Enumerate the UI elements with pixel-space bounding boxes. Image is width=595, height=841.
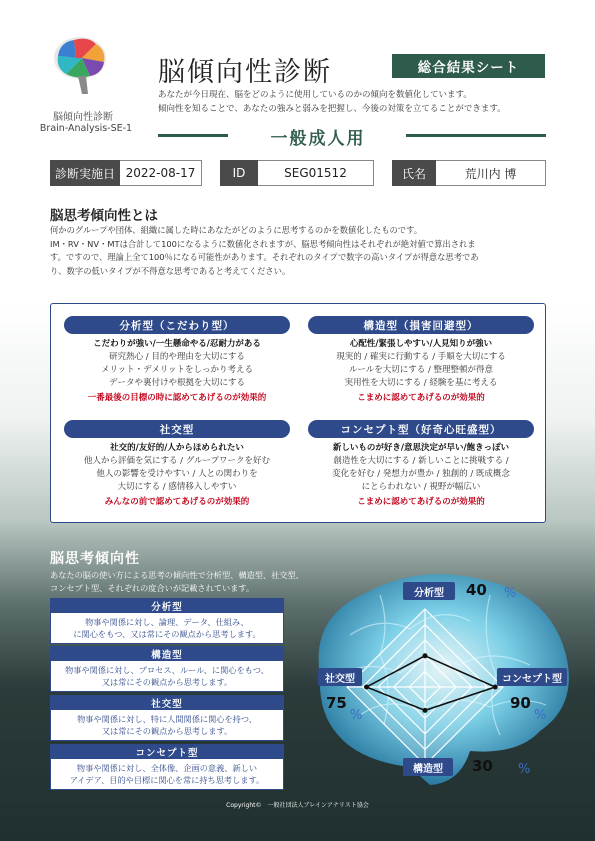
type-line: ルールを大切にする / 整理整頓が得意 bbox=[348, 365, 494, 375]
card-line: 物事や関係に対し、全体像、企画の意義、新しい bbox=[76, 763, 258, 773]
divider bbox=[158, 134, 228, 137]
score-pct: % bbox=[518, 762, 531, 777]
card-line: 物事や関係に対し、論理、データ、仕組み、 bbox=[85, 617, 249, 627]
type-line: メリット・デメリットをしっかり考える bbox=[101, 365, 253, 375]
type-line: 現実的 / 確実に行動する / 手順を大切にする bbox=[336, 352, 506, 362]
score-label-social: 社交型 bbox=[318, 668, 362, 686]
id-label: ID bbox=[220, 160, 258, 186]
name-value: 荒川内 博 bbox=[436, 160, 546, 186]
card-body bbox=[51, 759, 283, 789]
card-line: に関心をもつ、又は常にその観点から思考します。 bbox=[73, 629, 261, 639]
tendency-title: 脳思考傾向性 bbox=[50, 551, 140, 567]
card-social bbox=[50, 695, 284, 741]
intro-line: 傾向性を知ることで、あなたの強みと弱みを把握し、今後の対策を立てることができます。 bbox=[158, 104, 506, 114]
score-label-analytic: 分析型 bbox=[403, 582, 455, 600]
type-keywords: 社交的/友好的/人からほめられたい bbox=[110, 443, 244, 453]
score-value-structural: 30 bbox=[472, 757, 493, 775]
card-line: アイデア、目的や目標に関心を常に持ち思考します。 bbox=[69, 775, 265, 785]
type-social bbox=[64, 420, 290, 509]
section-title: 脳思考傾向性とは bbox=[50, 208, 158, 224]
radar-chart bbox=[340, 602, 510, 772]
section-body bbox=[50, 224, 550, 278]
edition-label: 一般成人用 bbox=[270, 129, 366, 149]
body-line: す。ですので、理論上全て100％になる可能性があります。それぞれのタイプで数字の高いタイプが得意な思考であ bbox=[50, 252, 479, 262]
desc-line: あなたの脳の使い方による思考の傾向性で分析型、構造型、社交型、 bbox=[50, 570, 304, 580]
score-label-concept: コンセプト型 bbox=[497, 668, 567, 686]
card-concept bbox=[50, 744, 284, 790]
brain-logo-icon bbox=[52, 34, 108, 98]
score-value-concept: 90 bbox=[510, 694, 531, 712]
type-line: 大切にする / 感情移入しやすい bbox=[117, 482, 237, 492]
type-keywords: こだわりが強い/一生懸命やる/忍耐力がある bbox=[93, 339, 261, 349]
type-line: データや裏付けや根拠を大切にする bbox=[108, 378, 245, 388]
name-label: 氏名 bbox=[392, 160, 436, 186]
type-advice: 一番最後の目標の時に認めてあげるのが効果的 bbox=[87, 393, 267, 403]
score-pct: % bbox=[534, 708, 547, 723]
intro-text bbox=[158, 88, 558, 116]
type-keywords: 新しいものが好き/意思決定が早い/飽きっぽい bbox=[332, 443, 510, 453]
radar-point-0 bbox=[423, 653, 428, 658]
card-body bbox=[51, 661, 283, 691]
date-label: 診断実施日 bbox=[50, 160, 120, 186]
score-label-structural: 構造型 bbox=[403, 758, 453, 776]
radar-point-3 bbox=[364, 685, 369, 690]
brand-name-jp: 脳傾向性診断 bbox=[53, 112, 113, 123]
type-line: 実用性を大切にする / 経験を基に考える bbox=[344, 378, 498, 388]
brand-name-en: Brain-Analysis-SE-1 bbox=[39, 123, 133, 134]
type-line: 他人から評価を気にする / グループワークを好む bbox=[83, 456, 271, 466]
card-line: 又は常にその観点から思考します。 bbox=[101, 726, 233, 736]
type-heading: コンセプト型（好奇心旺盛型） bbox=[308, 420, 534, 438]
divider bbox=[406, 134, 546, 137]
copyright: Copyright© 一般社団法人ブレインアナリスト協会 bbox=[226, 802, 369, 809]
card-body bbox=[51, 710, 283, 740]
type-advice: みんなの前で認めてあげるのが効果的 bbox=[104, 497, 250, 507]
card-body bbox=[51, 613, 283, 643]
type-advice: こまめに認めてあげるのが効果的 bbox=[357, 497, 485, 507]
card-line: 物事や関係に対し、特に人間関係に関心を持つ、 bbox=[77, 714, 257, 724]
card-line: 又は常にその観点から思考します。 bbox=[101, 677, 233, 687]
date-value: 2022-08-17 bbox=[120, 160, 202, 186]
card-structural bbox=[50, 646, 284, 692]
card-line: 物事や関係に対し、プロセス、ルール、に関心をもつ、 bbox=[65, 665, 269, 675]
card-heading: 分析型 bbox=[51, 599, 283, 613]
type-line: にとらわれない / 視野が幅広い bbox=[361, 482, 481, 492]
body-line: IM・RV・NV・MTは合計して100になるように数値化されますが、脳思考傾向性はそれぞれが絶対値で算出されま bbox=[50, 238, 476, 249]
body-line: り、数字の低いタイプが不得意な思考であると考えてください。 bbox=[50, 265, 291, 276]
radar-point-2 bbox=[423, 708, 428, 713]
id-value: SEG01512 bbox=[258, 160, 374, 186]
score-value-analytic: 40 bbox=[466, 581, 487, 599]
type-line: 変化を好む / 発想力が豊か / 独創的 / 既成概念 bbox=[332, 469, 510, 479]
score-value-social: 75 bbox=[326, 694, 347, 712]
page-title: 脳傾向性診断 bbox=[158, 57, 332, 88]
card-analytic bbox=[50, 598, 284, 644]
type-keywords: 心配性/緊張しやすい/人見知りが強い bbox=[349, 339, 493, 349]
type-line: 他人の影響を受けやすい / 人との関わりを bbox=[96, 469, 258, 479]
type-concept bbox=[308, 420, 534, 509]
type-heading: 分析型（こだわり型） bbox=[64, 316, 290, 334]
type-line: 研究熱心 / 目的や理由を大切にする bbox=[109, 352, 245, 362]
type-line: 創造性を大切にする / 新しいことに挑戦する / bbox=[333, 456, 509, 466]
type-heading: 社交型 bbox=[64, 420, 290, 438]
type-analytic bbox=[64, 316, 290, 405]
score-pct: % bbox=[504, 586, 517, 601]
type-heading: 構造型（損害回避型） bbox=[308, 316, 534, 334]
intro-line: あなたが今日現在、脳をどのように使用しているのかの傾向を数値化しています。 bbox=[158, 90, 472, 100]
card-heading: 構造型 bbox=[51, 647, 283, 661]
card-heading: 社交型 bbox=[51, 696, 283, 710]
score-pct: % bbox=[350, 708, 363, 723]
type-structural bbox=[308, 316, 534, 405]
radar-grid bbox=[347, 609, 503, 765]
desc-line: コンセプト型、それぞれの度合いが記載されています。 bbox=[50, 582, 255, 593]
body-line: 何かのグループや団体、組織に属した時にあなたがどのように思考するのかを数値化したものです。 bbox=[50, 225, 423, 235]
type-advice: こまめに認めてあげるのが効果的 bbox=[357, 393, 485, 403]
sheet-badge: 総合結果シート bbox=[392, 54, 545, 78]
card-heading: コンセプト型 bbox=[51, 745, 283, 759]
tendency-description bbox=[50, 569, 310, 594]
